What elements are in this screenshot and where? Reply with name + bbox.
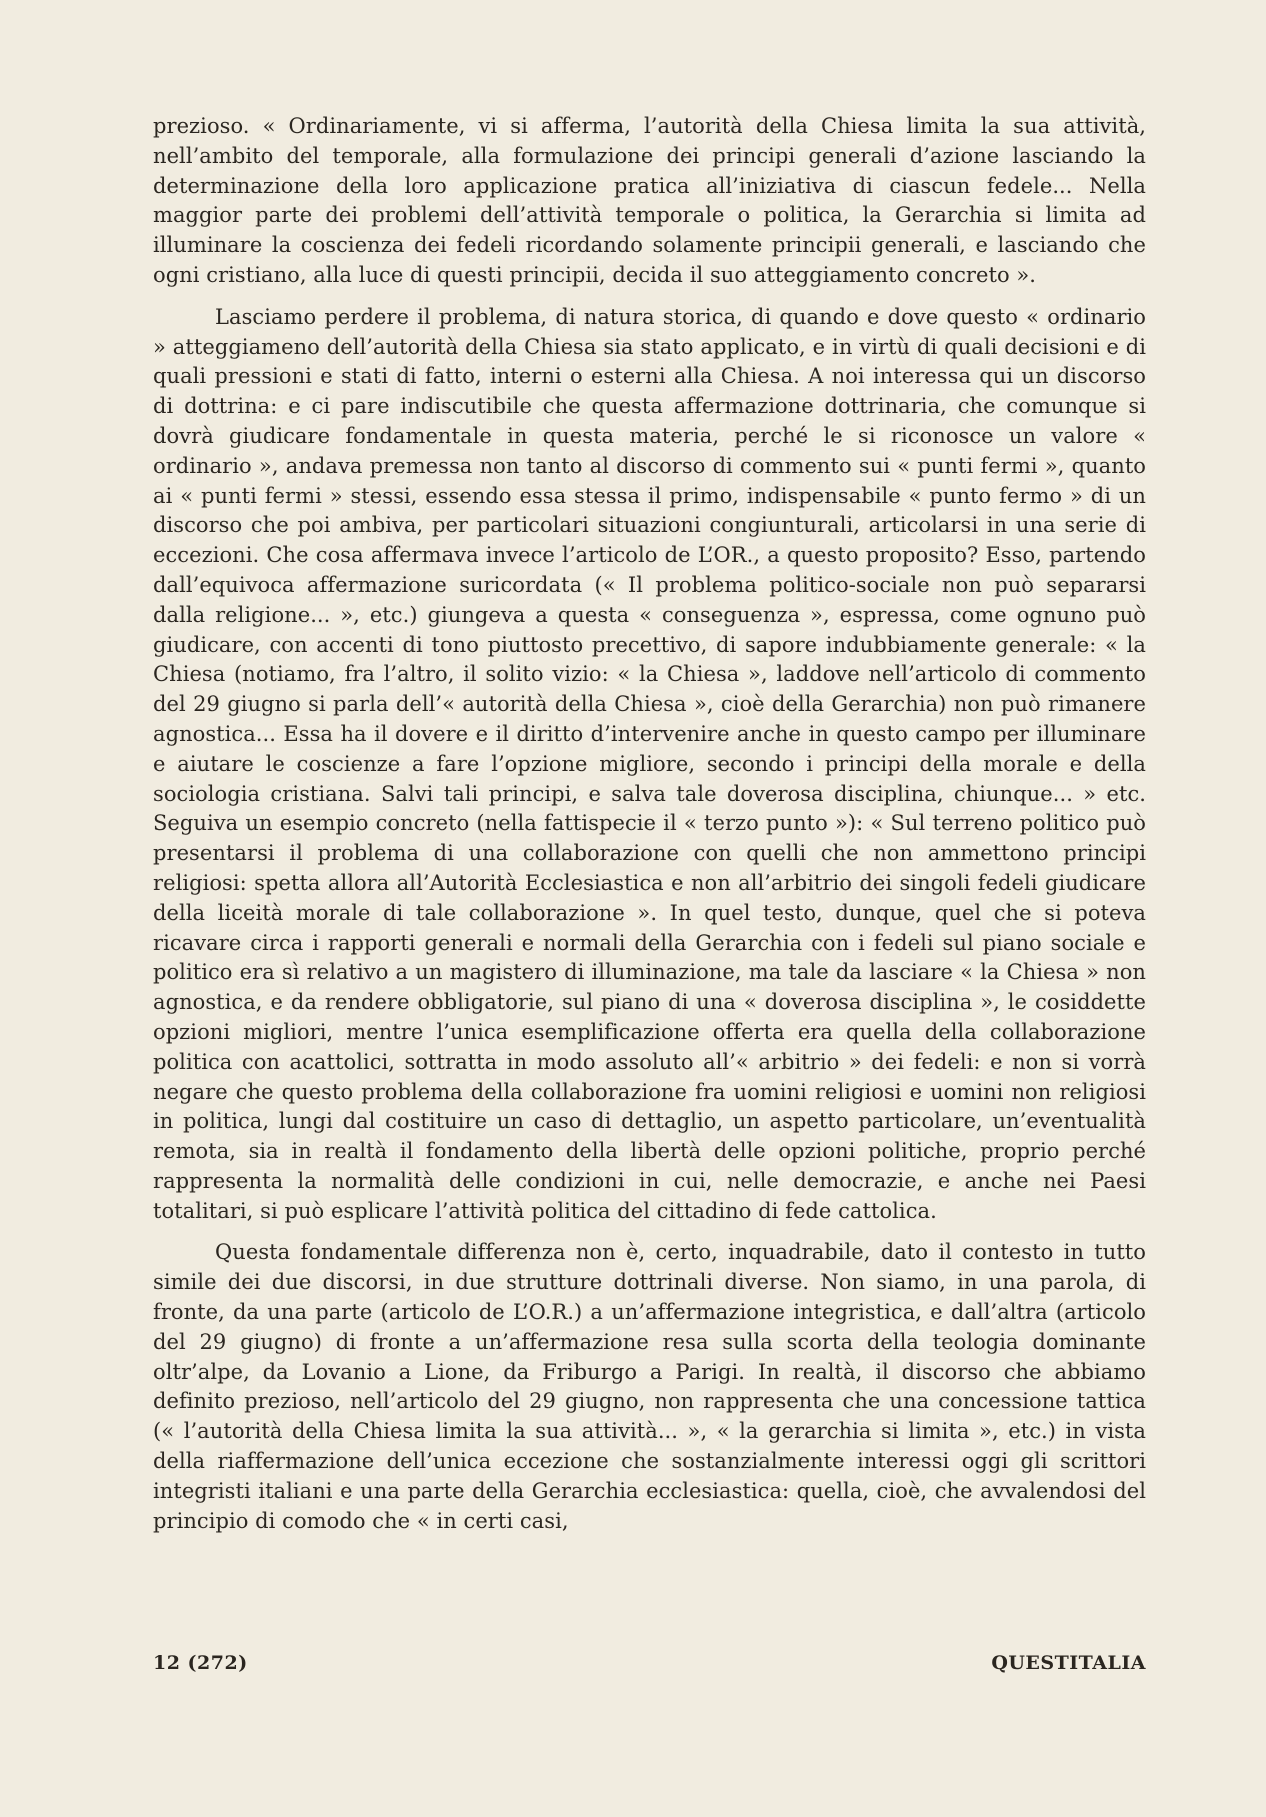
article-body <box>153 112 1146 1536</box>
page-footer <box>153 1652 1146 1674</box>
paragraph-3: Questa fondamentale differenza non è, certo, inquadrabile, dato il contesto in tutto simile dei due discorsi, in due strutture dottrinali diverse. Non siamo, in una parola, di fronte, da una parte (articolo de L’O.R.) a un’affermazione integristica, e dall’altra (articolo del 29 giugno) di fronte a un’affermazione resa sulla scorta della teologia dominante oltr’alpe, da Lovanio a Lione, da Friburgo a Parigi. In realtà, il discorso che abbiamo definito prezioso, nell’articolo del 29 giugno, non rappresenta che una concessione tattica (« l’autorità della Chiesa limita la sua attività... », « la gerarchia si limita », etc.) in vista della riaffermazione dell’unica eccezione che sostanzialmente interessi oggi gli scrittori integristi italiani e una parte della Gerarchia ecclesiastica: quella, cioè, che avvalendosi del principio di comodo che « in certi casi, <box>153 1240 1146 1533</box>
paragraph-2: Lasciamo perdere il problema, di natura storica, di quando e dove questo « ordinario » atteggiameno dell’autorità della Chiesa sia stato applicato, e in virtù di quali decisioni e di quali pressioni e stati di fatto, interni o esterni alla Chiesa. A noi interessa qui un discorso di dottrina: e ci pare indiscutibile che questa affermazione dottrinaria, che comunque si dovrà giudicare fondamentale in questa materia, perché le si riconosce un valore « ordinario », andava premessa non tanto al discorso di commento sui « punti fermi », quanto ai « punti fermi » stessi, essendo essa stessa il primo, indispensabile « punto fermo » di un discorso che poi ambiva, per particolari situazioni congiunturali, articolarsi in una serie di eccezioni. Che cosa affermava invece l’articolo de L’OR., a questo proposito? Esso, partendo dall’equivoca affermazione suricordata (« Il problema politico-sociale non può separarsi dalla religione... », etc.) giungeva a questa « conseguenza », espressa, come ognuno può giudicare, con accenti di tono piuttosto precettivo, di sapore indubbiamente generale: « la Chiesa (notiamo, fra l’altro, il solito vizio: « la Chiesa », laddove nell’articolo di commento del 29 giugno si parla dell’« autorità della Chiesa », cioè della Gerarchia) non può rimanere agnostica... Essa ha il dovere e il diritto d’intervenire anche in questo campo per illuminare e aiutare le coscienze a fare l’opzione migliore, secondo i principi della morale e della sociologia cristiana. Salvi tali principi, e salva tale doverosa disciplina, chiunque... » etc. Seguiva un esempio concreto (nella fattispecie il « terzo punto »): « Sul terreno politico può presentarsi il problema di una collaborazione con quelli che non ammettono principi religiosi: spetta allora all’Autorità Ecclesiastica e non all’arbitrio dei singoli fedeli giudicare della liceità morale di tale collaborazione ». In quel testo, dunque, quel che si poteva ricavare circa i rapporti generali e normali della Gerarchia con i fedeli sul piano sociale e politico era sì relativo a un magistero di illuminazione, ma tale da lasciare « la Chiesa » non agnostica, e da rendere obbligatorie, sul piano di una « doverosa disciplina », le cosiddette opzioni migliori, mentre l’unica esemplificazione offerta era quella della collaborazione politica con acattolici, sottratta in modo assoluto all’« arbitrio » dei fedeli: e non si vorrà negare che questo problema della collaborazione fra uomini religiosi e uomini non religiosi in politica, lungi dal costituire un caso di dettaglio, un aspetto particolare, un’eventualità remota, sia in realtà il fondamento della libertà delle opzioni politiche, proprio perché rappresenta la normalità delle condizioni in cui, nelle democrazie, e anche nei Paesi totalitari, si può esplicare l’attività politica del cittadino di fede cattolica. <box>153 304 1146 1223</box>
paragraph-1: prezioso. « Ordinariamente, vi si afferma, l’autorità della Chiesa limita la sua attività, nell’ambito del temporale, alla formulazione dei principi generali d’azione lasciando la determinazione della loro applicazione pratica all’iniziativa di ciascun fedele... Nella maggior parte dei problemi dell’attività temporale o politica, la Gerarchia si limita ad illuminare la coscienza dei fedeli ricordando solamente principii generali, e lasciando che ogni cristiano, alla luce di questi principii, decida il suo atteggiamento concreto ». <box>153 114 1146 287</box>
journal-title: QUESTITALIA <box>991 1652 1146 1674</box>
page-number: 12 (272) <box>153 1652 248 1674</box>
